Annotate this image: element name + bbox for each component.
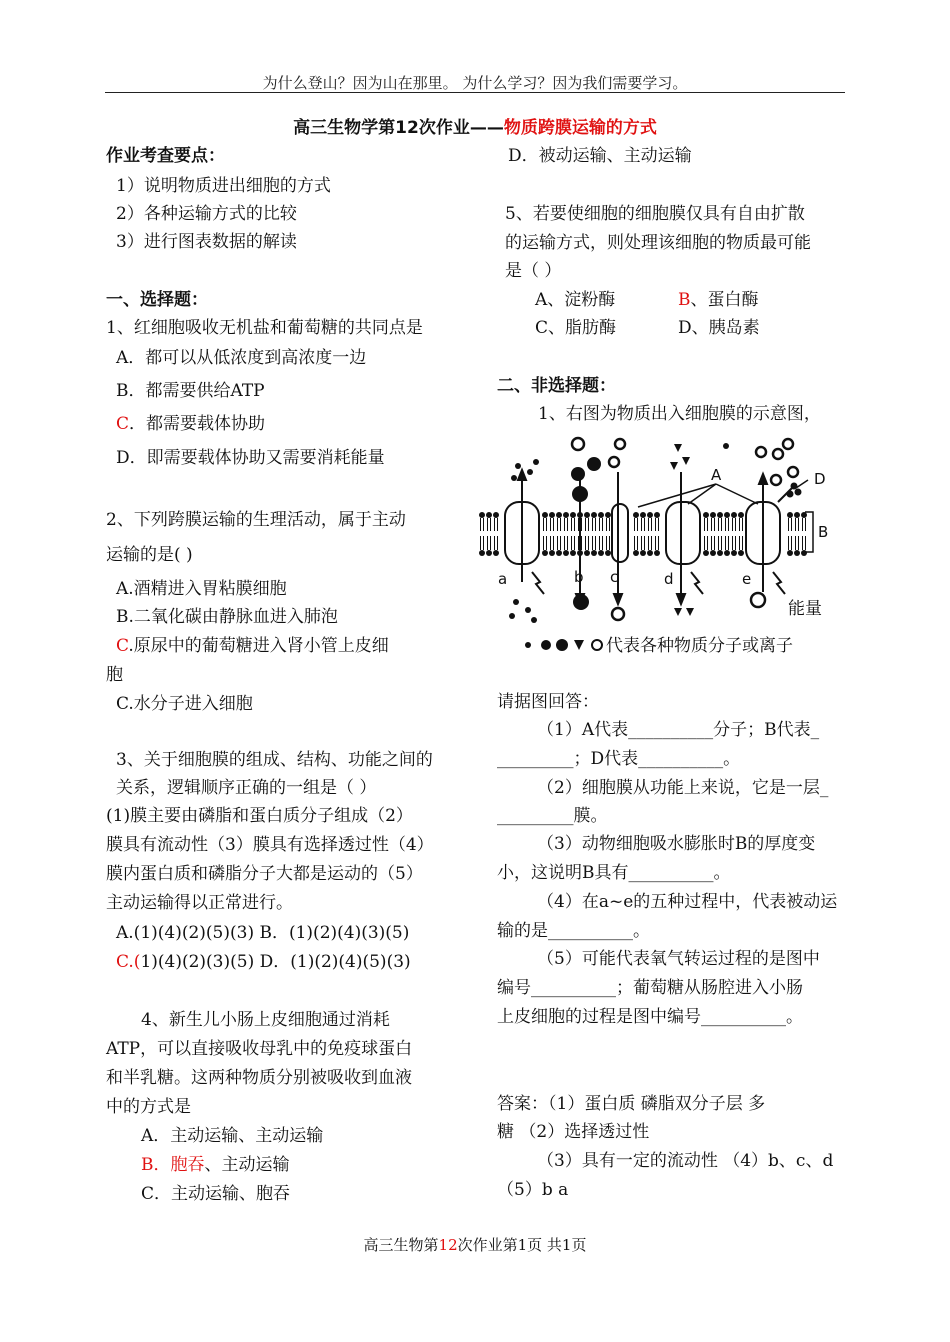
- q4-option-a: A．主动运输、主动运输: [141, 1126, 324, 1146]
- q6-prompt: 请据图回答：: [497, 692, 599, 712]
- page-header: 为什么登山？因为山在那里。 为什么学习？因为我们需要学习。: [262, 74, 688, 92]
- header-divider: [105, 92, 845, 93]
- q4-stem: 和半乳糖。这两种物质分别被吸收到血液: [106, 1068, 412, 1088]
- answer-line: 糖 （2）选择透过性: [497, 1122, 650, 1142]
- q6-sub: _________；D代表__________。: [497, 749, 741, 769]
- label-A: A: [711, 466, 722, 484]
- title-prefix: 高三生物学第12次作业——: [293, 118, 504, 138]
- label-D: D: [814, 470, 826, 488]
- q2-stem: 2、下列跨膜运输的生理活动，属于主动: [106, 510, 406, 530]
- requirements-heading: 作业考查要点：: [106, 146, 225, 166]
- q6-intro: 1、右图为物质出入细胞膜的示意图，: [538, 404, 821, 424]
- arrow-d-head: [677, 594, 685, 604]
- title-topic: 物质跨膜运输的方式: [503, 118, 657, 138]
- q6-sub: （4）在a~e的五种过程中，代表被动运: [537, 892, 838, 912]
- arrow-c-head: [614, 594, 622, 604]
- q3-stem: 3、关于细胞膜的组成、结构、功能之间的: [116, 750, 433, 770]
- q3-body: 膜具有流动性（3）膜具有选择透过性（4）: [106, 835, 434, 855]
- q5-stem: 是（ ）: [505, 261, 562, 281]
- answer-mark: C.(: [116, 952, 141, 972]
- requirement-item: 1）说明物质进出细胞的方式: [116, 176, 331, 196]
- q4-stem: ATP，可以直接吸收母乳中的免疫球蛋白: [106, 1039, 413, 1059]
- q2-option-c: C.原尿中的葡萄糖进入肾小管上皮细: [116, 636, 389, 656]
- q3-stem-2: 关系，逻辑顺序正确的一组是（ ）: [116, 778, 377, 798]
- answer-line: （3）具有一定的流动性 （4）b、c、d: [537, 1151, 834, 1171]
- q6-sub: （3）动物细胞吸水膨胀时B的厚度变: [537, 834, 816, 854]
- q5-option-a: A、淀粉酶: [535, 290, 616, 310]
- section2-heading: 二、非选择题：: [497, 376, 616, 396]
- q6-sub: （5）可能代表氧气转运过程的是图中: [537, 949, 820, 969]
- q2-option-d: C.水分子进入细胞: [116, 694, 253, 714]
- q2-option-b: B.二氧化碳由静脉血进入肺泡: [116, 607, 338, 627]
- q6-sub: 上皮细胞的过程是图中编号__________。: [497, 1007, 803, 1027]
- q3-body: 主动运输得以正常进行。: [106, 893, 293, 913]
- label-B: B: [818, 523, 829, 541]
- channel-protein: [612, 504, 628, 562]
- q5-stem: 的运输方式，则处理该细胞的物质最可能: [505, 233, 811, 253]
- label-b: b: [574, 568, 584, 586]
- page-title: [0, 113, 950, 138]
- arrow-a-head: [518, 470, 526, 480]
- arrow-e-head: [759, 474, 767, 484]
- q5-option-b: B、蛋白酶: [678, 290, 759, 310]
- q1-option-c: C．都需要载体协助: [116, 414, 266, 434]
- q6-sub: （2）细胞膜从功能上来说，它是一层_: [537, 778, 829, 798]
- q4-option-c: C．主动运输、胞吞: [141, 1184, 291, 1204]
- q4-option-d: D．被动运输、主动运输: [508, 146, 692, 166]
- label-d: d: [664, 570, 674, 588]
- answer-line: （5）b a: [497, 1180, 569, 1200]
- q5-option-d: D、胰岛素: [678, 318, 760, 338]
- q3-options-cd: C.(1)(4)(2)(3)(5) D．(1)(2)(4)(5)(3): [116, 952, 411, 972]
- answer-mark: B: [678, 290, 691, 310]
- q3-options-ab: A.(1)(4)(2)(5)(3) B．(1)(2)(4)(3)(5): [116, 923, 410, 943]
- q1-stem: 1、红细胞吸收无机盐和葡萄糖的共同点是: [106, 318, 423, 338]
- q4-option-b: B．胞吞、主动运输: [141, 1155, 290, 1175]
- q6-sub: 输的是__________。: [497, 921, 650, 941]
- page-footer: 高三生物第12次作业第1页 共1页: [363, 1236, 587, 1254]
- q6-sub: _________膜。: [497, 806, 608, 826]
- answer-mark: C: [116, 414, 130, 434]
- q4-stem: 4、新生儿小肠上皮细胞通过消耗: [141, 1010, 390, 1030]
- q4-stem: 中的方式是: [106, 1097, 191, 1117]
- q1-option-d: D．即需要载体协助又需要消耗能量: [116, 448, 385, 468]
- answer-mark: B．胞吞: [141, 1155, 205, 1175]
- answer-mark: C: [116, 636, 129, 656]
- figure-caption: 代表各种物质分子或离子: [606, 636, 793, 656]
- q6-sub: 编号__________；葡萄糖从肠腔进入小肠: [497, 978, 803, 998]
- q6-sub: （1）A代表__________分子；B代表_: [537, 720, 820, 740]
- carrier-protein: [666, 502, 700, 564]
- q5-option-c: C、脂肪酶: [535, 318, 617, 338]
- label-energy: 能量: [788, 599, 822, 619]
- q3-body: (1)膜主要由磷脂和蛋白质分子组成（2）: [106, 806, 413, 826]
- requirement-item: 3）进行图表数据的解读: [116, 232, 297, 252]
- requirement-item: 2）各种运输方式的比较: [116, 204, 297, 224]
- q5-stem: 5、若要使细胞的细胞膜仅具有自由扩散: [505, 204, 805, 224]
- q1-option-a: A．都可以从低浓度到高浓度一边: [116, 348, 367, 368]
- q3-body: 膜内蛋白质和磷脂分子大都是运动的（5）: [106, 864, 423, 884]
- cell-membrane-diagram: [478, 432, 848, 662]
- q2-option-c-cont: 胞: [106, 665, 123, 685]
- q2-option-a: A.酒精进入胃粘膜细胞: [116, 579, 287, 599]
- q1-option-b: B．都需要供给ATP: [116, 381, 265, 401]
- label-c: c: [610, 568, 619, 586]
- q2-stem-2: 运输的是( ): [106, 545, 193, 565]
- label-e: e: [742, 570, 752, 588]
- answer-line: 答案：（1）蛋白质 磷脂双分子层 多: [497, 1094, 766, 1114]
- label-a: a: [498, 570, 508, 588]
- q6-sub: 小，这说明B具有__________。: [497, 863, 731, 883]
- section1-heading: 一、选择题：: [106, 290, 208, 310]
